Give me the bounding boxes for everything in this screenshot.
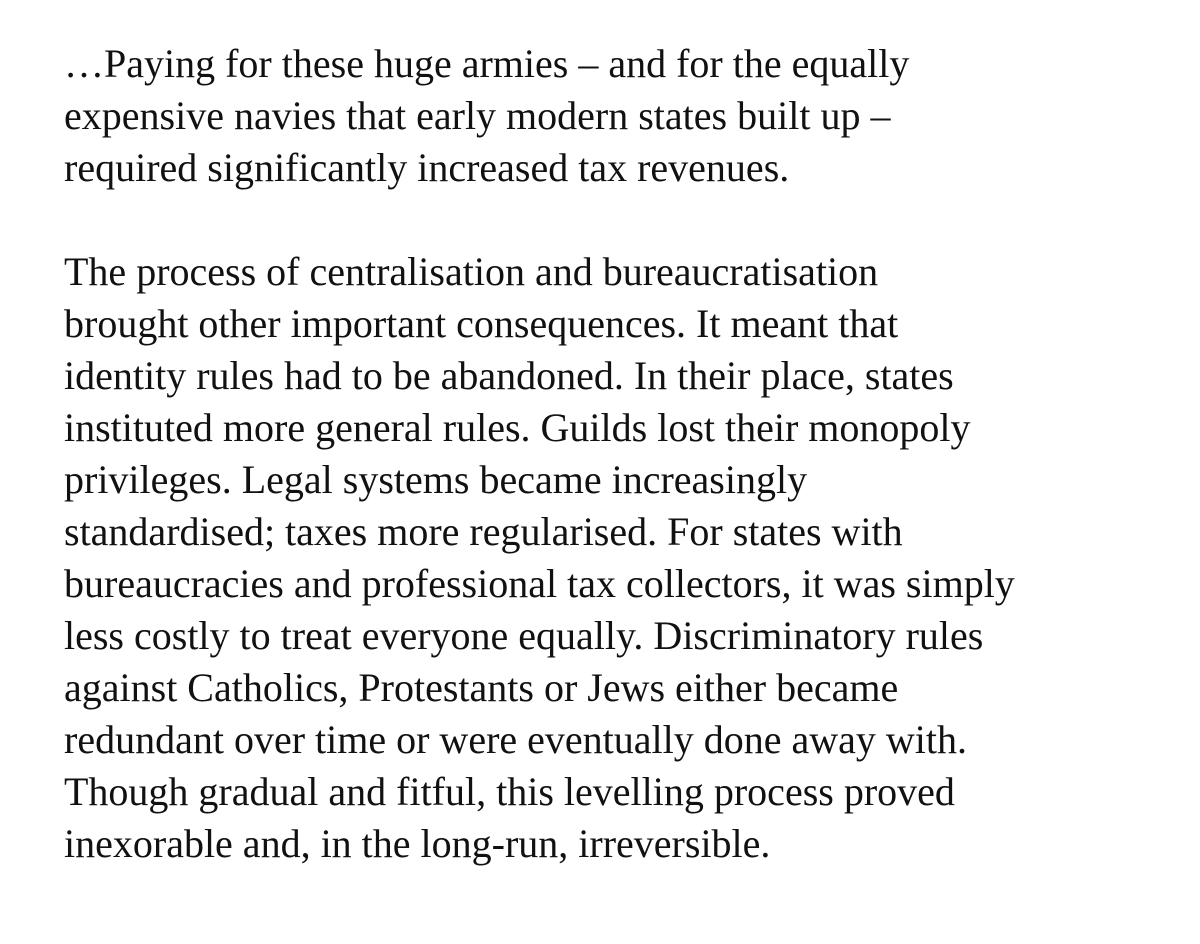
text-line: standardised; taxes more regularised. For states with xyxy=(64,509,903,554)
text-line: Though gradual and fitful, this levelling process proved xyxy=(64,769,955,814)
text-excerpt xyxy=(64,38,1174,870)
text-line: identity rules had to be abandoned. In their place, states xyxy=(64,353,954,398)
text-line: bureaucracies and professional tax collectors, it was simply xyxy=(64,561,1015,606)
text-line: brought other important consequences. It meant that xyxy=(64,301,899,346)
text-line: inexorable and, in the long-run, irreversible. xyxy=(64,821,771,866)
text-line: The process of centralisation and bureaucratisation xyxy=(64,249,879,294)
text-line: less costly to treat everyone equally. Discriminatory rules xyxy=(64,613,984,658)
text-line: required significantly increased tax revenues. xyxy=(64,145,790,190)
text-line: instituted more general rules. Guilds lost their monopoly xyxy=(64,405,971,450)
text-line: …Paying for these huge armies – and for the equally xyxy=(64,41,910,86)
paragraph-spacer xyxy=(64,194,1174,246)
text-line: privileges. Legal systems became increasingly xyxy=(64,457,808,502)
text-line: expensive navies that early modern states built up – xyxy=(64,93,891,138)
text-line: against Catholics, Protestants or Jews either became xyxy=(64,665,899,710)
text-line: redundant over time or were eventually done away with. xyxy=(64,717,968,762)
paragraph-2 xyxy=(64,246,1174,870)
paragraph-1 xyxy=(64,38,1174,194)
